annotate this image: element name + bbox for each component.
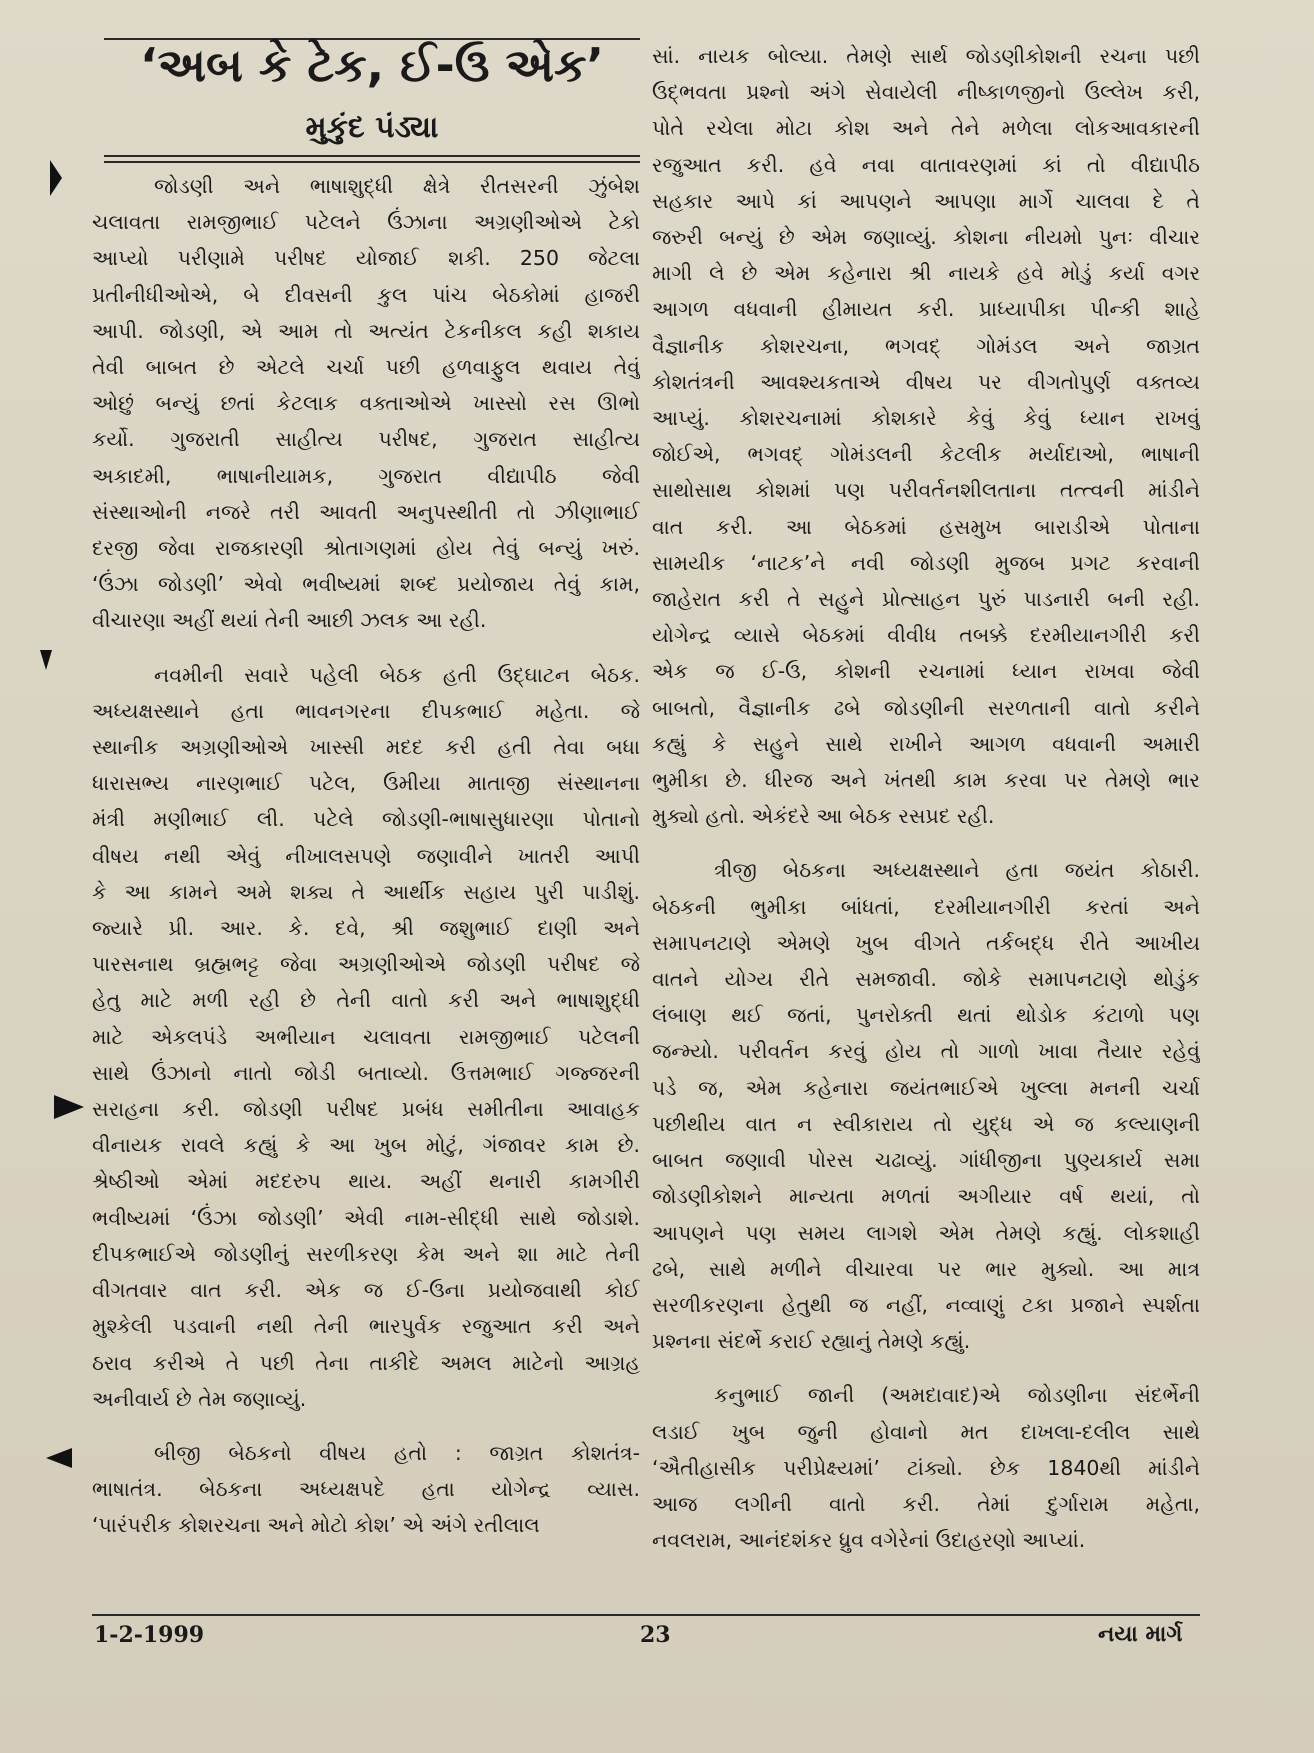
text-line: ઓછું બન્યું છતાં કેટલાક વક્તાઓએ ખાસ્સો રસ ઊભો [92,391,640,416]
text-line: ઢબે, સાથે મળીને વીચારવા પર ભાર મુક્યો. આ માત્ર [652,1256,1200,1281]
text-line: બેઠકની ભુમીકા બાંધતાં, દરમીયાનગીરી કરતાં અને [652,894,1200,919]
text-line: નવમીની સવારે પહેલી બેઠક હતી ઉદ્ઘાટન બેઠક. [154,662,640,687]
text-line: આપ્યું. કોશરચનામાં કોશકારે કેવું કેવું ધ્યાન રાખવું [652,406,1200,431]
left-column [92,168,640,1544]
text-line: વાત કરી. આ બેઠકમાં હસમુખ બારાડીએ પોતાના [652,514,1200,539]
text-line: આપ્યો પરીણામે પરીષદ યોજાઈ શકી. 250 જેટલા [92,246,640,271]
text-line: શ્રેષ્ઠીઓ એમાં મદદરુપ થાય. અહીં થનારી કામગીરી [92,1169,640,1194]
article-paragraph [652,1377,1200,1558]
footer-rule [92,1614,1200,1616]
text-line: લડાઈ ખુબ જુની હોવાનો મત દાખલા-દલીલ સાથે [652,1419,1200,1444]
text-line: આગળ વધવાની હીમાયત કરી. પ્રાધ્યાપીકા પીન્કી શાહે [652,297,1200,322]
text-line: સામયીક ‘નાટક’ને નવી જોડણી મુજબ પ્રગટ કરવાની [652,550,1200,575]
text-line: ‘ઐતીહાસીક પરીપ્રેક્ષ્યમાં’ ટાંક્યો. છેક 1840થી માંડીને [652,1455,1200,1480]
text-line: સાથે ઉંઝાનો નાતો જોડી બતાવ્યો. ઉત્તમભાઈ ગજ્જરની [92,1060,640,1085]
text-line: વીગતવાર વાત કરી. એક જ ઈ-ઉના પ્રયોજવાથી કોઈ [92,1278,640,1303]
text-line: સાથોસાથ કોશમાં પણ પરીવર્તનશીલતાના તત્ત્વની માંડીને [652,478,1200,503]
text-line: ઉદ્ભવતા પ્રશ્નો અંગે સેવાયેલી નીષ્કાળજીનો ઉલ્લેખ કરી, [652,80,1200,105]
text-line: વાતને યોગ્ય રીતે સમજાવી. જોકે સમાપનટાણે થોડુંક [652,967,1200,992]
text-line: દરજી જેવા રાજકારણી શ્રોતાગણમાં હોય તેવું બન્યું ખરું. [92,536,640,561]
text-line: સમાપનટાણે એમણે ખુબ વીગતે તર્કબદ્ધ રીતે આખીય [652,930,1200,955]
text-line: યોગેન્દ્ર વ્યાસે બેઠકમાં વીવીધ તબક્કે દરમીયાનગીરી કરી [652,623,1200,648]
article-paragraph [92,1435,640,1544]
text-line: અનીવાર્ય છે તેમ જણાવ્યું. [92,1386,307,1411]
text-line: જોઈએ, ભગવદ્ ગોમંડલની કેટલીક મર્યાદાઓ, ભાષાની [652,442,1200,467]
text-line: જન્મ્યો. પરીવર્તન કરવું હોય તો ગાળો ખાવા તૈયાર રહેવું [652,1039,1200,1064]
text-line: બાબતો, વૈજ્ઞાનીક ઢબે જોડણીની સરળતાની વાતો કરીને [652,695,1200,720]
text-line: વીનાયક રાવલે કહ્યું કે આ ખુબ મોટું, ગંજાવર કામ છે. [92,1133,640,1158]
text-line: આપી. જોડણી, એ આમ તો અત્યંત ટેકનીકલ કહી શકાય [92,318,640,343]
text-line: ચલાવતા રામજીભાઈ પટેલને ઉંઝાના અગ્રણીઓએ ટેકો [92,210,640,235]
journal-name: નયા માર્ગ [1098,1622,1183,1647]
text-line: જાહેરાત કરી તે સહુને પ્રોત્સાહન પુરું પાડનારી બની રહી. [652,587,1200,612]
text-line: કર્યો. ગુજરાતી સાહીત્ય પરીષદ, ગુજરાત સાહીત્ય [92,427,640,452]
text-line: તેવી બાબત છે એટલે ચર્ચા પછી હળવાફુલ થવાય તેવું [92,355,640,380]
text-line: કહ્યું કે સહુને સાથે રાખીને આગળ વધવાની અમારી [652,731,1200,756]
punch-mark [54,1095,84,1119]
text-line: સરળીકરણના હેતુથી જ નહીં, નવ્વાણું ટકા પ્રજાને સ્પર્શતા [652,1292,1200,1317]
text-line: સરાહના કરી. જોડણી પરીષદ પ્રબંધ સમીતીના આવાહક [92,1097,640,1122]
text-line: સ્થાનીક અગ્રણીઓએ ખાસ્સી મદદ કરી હતી તેવા બધા [92,735,640,760]
text-line: જ્યારે પ્રી. આર. કે. દવે, શ્રી જશુભાઈ દાણી અને [92,916,640,941]
punch-mark [40,650,52,670]
text-line: ‘પારંપરીક કોશરચના અને મોટો કોશ’ એ અંગે રતીલાલ [92,1513,540,1538]
text-line: હેતુ માટે મળી રહી છે તેની વાતો કરી અને ભાષાશુદ્ધી [92,988,640,1013]
text-line: ભાષાતંત્ર. બેઠકના અધ્યક્ષપદે હતા યોગેન્દ્ર વ્યાસ. [92,1477,640,1502]
text-line: ત્રીજી બેઠકના અધ્યક્ષસ્થાને હતા જયંત કોઠારી. [714,858,1200,883]
text-line: મંત્રી મણીભાઈ લી. પટેલે જોડણી-ભાષાસુધારણા પોતાનો [92,807,640,832]
author-rule [104,155,640,157]
text-line: અકાદમી, ભાષાનીયામક, ગુજરાત વીદ્યાપીઠ જેવી [92,463,640,488]
text-line: બાબત જણાવી પોરસ ચઢાવ્યું. ગાંધીજીના પુણ્યકાર્ય સમા [652,1148,1200,1173]
text-line: કોશતંત્રની આવશ્યકતાએ વીષય પર વીગતોપુર્ણ વક્તવ્ય [652,369,1200,394]
text-line: પોતે રચેલા મોટા કોશ અને તેને મળેલા લોકઆવકારની [652,116,1200,141]
text-line: નવલરામ, આનંદશંકર ધ્રુવ વગેરેનાં ઉદાહરણો આપ્યાં. [652,1528,1086,1553]
text-line: અધ્યક્ષસ્થાને હતા ભાવનગરના દીપકભાઈ મહેતા. જે [92,698,640,723]
text-line: પ્રતીનીધીઓએ, બે દીવસની કુલ પાંચ બેઠકોમાં હાજરી [92,282,640,307]
text-line: પારસનાથ બ્રહ્મભટ્ટ જેવા અગ્રણીઓએ જોડણી પરીષદ જે [92,952,640,977]
text-line: દીપકભાઈએ જોડણીનું સરળીકરણ કેમ અને શા માટે તેની [92,1241,640,1266]
text-line: કનુભાઈ જાની (અમદાવાદ)એ જોડણીના સંદર્ભેની [714,1383,1200,1408]
text-line: સાં. નાયક બોલ્યા. તેમણે સાર્થ જોડણીકોશની રચના પછી [652,44,1200,68]
text-line: સંસ્થાઓની નજરે તરી આવતી અનુપસ્થીતી તો ઝીણાભાઈ [92,499,640,524]
text-line: જોડણી અને ભાષાશુદ્ધી ક્ષેત્રે રીતસરની ઝુંબેશ [154,174,640,198]
text-line: મુશ્કેલી પડવાની નથી તેની ભારપુર્વક રજુઆત કરી અને [92,1314,640,1339]
article-title: ‘અબ કે ટેક, ઈ-ઉ એક’ [139,38,605,92]
article-paragraph [92,168,640,639]
text-line: પછીથીય વાત ન સ્વીકારાય તો યુદ્ધ એ જ કલ્યાણની [652,1111,1200,1136]
text-line: ભુમીકા છે. ધીરજ અને ખંતથી કામ કરવા પર તેમણે ભાર [652,768,1200,793]
text-line: મુક્યો હતો. એકંદરે આ બેઠક રસપ્રદ રહી. [652,804,995,829]
text-line: જરુરી બન્યું છે એમ જણાવ્યું. કોશના નીયમો પુનઃ વીચાર [652,225,1200,250]
text-line: બીજી બેઠકનો વીષય હતો : જાગ્રત કોશતંત્ર- [154,1440,640,1465]
text-line: માગી લે છે એમ કહેનારા શ્રી નાયકે હવે મોડું કર્યા વગર [652,261,1200,286]
punch-mark [50,160,62,196]
text-line: માટે એકલપંડે અભીયાન ચલાવતા રામજીભાઈ પટેલની [92,1024,640,1049]
text-line: એક જ ઈ-ઉ, કોશની રચનામાં ધ્યાન રાખવા જેવી [652,659,1200,684]
right-column [652,38,1200,1558]
text-line: ભવીષ્યમાં ‘ઉંઝા જોડણી’ એવી નામ-સીદ્ધી સાથે જોડાશે. [92,1205,640,1230]
text-line: લંબાણ થઈ જતાં, પુનરોક્તી થતાં થોડોક કંટાળો પણ [652,1003,1200,1028]
text-line: સહકાર આપે કાં આપણને આપણા માર્ગે ચાલવા દે તે [652,188,1200,213]
text-line: ધારાસભ્ય નારણભાઈ પટેલ, ઉમીયા માતાજી સંસ્થાનના [92,771,640,796]
text-line: કે આ કામને અમે શક્ય તે આર્થીક સહાય પુરી પાડીશું. [92,879,640,904]
text-line: જોડણીકોશને માન્યતા મળતાં અગીયાર વર્ષ થયાં, તો [652,1184,1200,1209]
text-line: આજ લગીની વાતો કરી. તેમાં દુર્ગારામ મહેતા, [652,1491,1200,1516]
text-line: વીચારણા અહીં થયાં તેની આછી ઝલક આ રહી. [92,608,487,633]
text-line: આપણને પણ સમય લાગશે એમ તેમણે કહ્યું. લોકશાહી [652,1220,1200,1245]
text-line: વીષય નથી એવું નીખાલસપણે જણાવીને ખાતરી આપી [92,843,640,868]
article-paragraph [652,852,1200,1359]
article-author: મુકુંદ પંડ્યા [305,110,439,145]
article-paragraph [92,657,640,1417]
article-paragraph [652,38,1200,834]
footer-date: 1-2-1999 [94,1622,205,1648]
text-line: પડે જ, એમ કહેનારા જયંતભાઈએ ખુલ્લા મનની ચર્ચા [652,1075,1200,1100]
page-number: 23 [640,1622,671,1648]
text-line: પ્રશ્નના સંદર્ભે કરાઈ રહ્યાનું તેમણે કહ્યું. [652,1329,971,1354]
text-line: રજુઆત કરી. હવે નવા વાતાવરણમાં કાં તો વીદ્યાપીઠ [652,152,1200,177]
author-rule [104,161,640,163]
text-line: ‘ઉંઝા જોડણી’ એવો ભવીષ્યમાં શબ્દ પ્રયોજાય તેવું કામ, [92,572,640,597]
text-line: ઠરાવ કરીએ તે પછી તેના તાકીદે અમલ માટેનો આગ્રહ [92,1350,640,1375]
punch-mark [46,1448,72,1468]
text-line: વૈજ્ઞાનીક કોશરચના, ભગવદ્ ગોમંડલ અને જાગ્રત [652,333,1200,358]
